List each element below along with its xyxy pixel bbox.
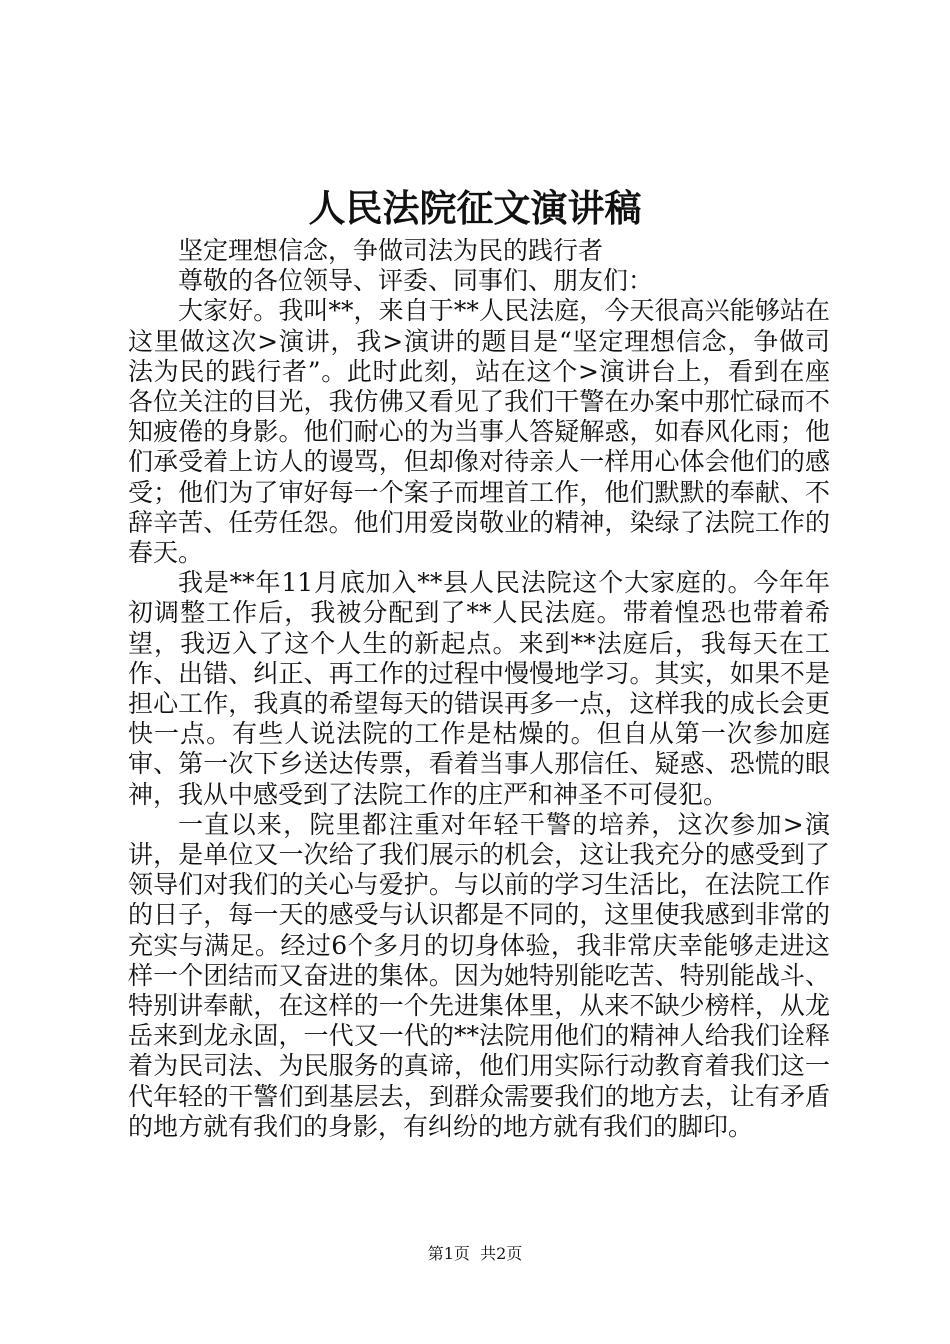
subtitle: 坚定理想信念，争做司法为民的践行者 [178,236,604,265]
page-total: 共2页 [480,1244,523,1263]
paragraph: 一直以来，院里都注重对年轻干警的培养，这次参加>演讲，是单位又一次给了我们展示的机会，这让我充分的感受到了领导们对我们的关心与爱护。与以前的学习生活比，在法院工作的日子，每一天的感受与认识都是不同的，这里使我感到非常的充实与满足。经过6个多月的切身体验，我非常庆幸能够走进这样一个团结而又奋进的集体。因为她特别能吃苦、特别能战斗、特别讲奉献，在这样的一个先进集体里，从来不缺少榜样，从龙岳来到龙永固，一代又一代的**法院用他们的精神人给我们诠释着为民司法、为民服务的真谛，他们用实际行动教育着我们这一代年轻的干警们到基层去，到群众需要我们的地方去，让有矛盾的地方就有我们的身影，有纠纷的地方就有我们的脚印。 [128,809,830,1141]
page-footer [0,1243,950,1265]
page-number: 第1页 [427,1244,470,1263]
salutation: 尊敬的各位领导、评委、同事们、朋友们： [178,266,654,296]
document-body [128,236,830,1142]
document-title: 人民法院征文演讲稿 [308,186,642,230]
paragraph: 大家好。我叫**，来自于**人民法庭，今天很高兴能够站在这里做这次>演讲，我>演讲的题目是“坚定理想信念，争做司法为民的践行者”。此时此刻，站在这个>演讲台上，看到在座各位关注的目光，我仿佛又看见了我们干警在办案中那忙碌而不知疲倦的身影。他们耐心的为当事人答疑解惑，如春风化雨；他们承受着上访人的谩骂，但却像对待亲人一样用心体会他们的感受；他们为了审好每一个案子而埋首工作，他们默默的奉献、不辞辛苦、任劳任怨。他们用爱岗敬业的精神，染绿了法院工作的春天。 [128,296,830,568]
paragraph: 我是**年11月底加入**县人民法院这个大家庭的。今年年初调整工作后，我被分配到了**人民法庭。带着惶恐也带着希望，我迈入了这个人生的新起点。来到**法庭后，我每天在工作、出错、纠正、再工作的过程中慢慢地学习。其实，如果不是担心工作，我真的希望每天的错误再多一点，这样我的成长会更快一点。有些人说法院的工作是枯燥的。但自从第一次参加庭审、第一次下乡送达传票，看着当事人那信任、疑惑、恐慌的眼神，我从中感受到了法院工作的庄严和神圣不可侵犯。 [128,568,830,809]
